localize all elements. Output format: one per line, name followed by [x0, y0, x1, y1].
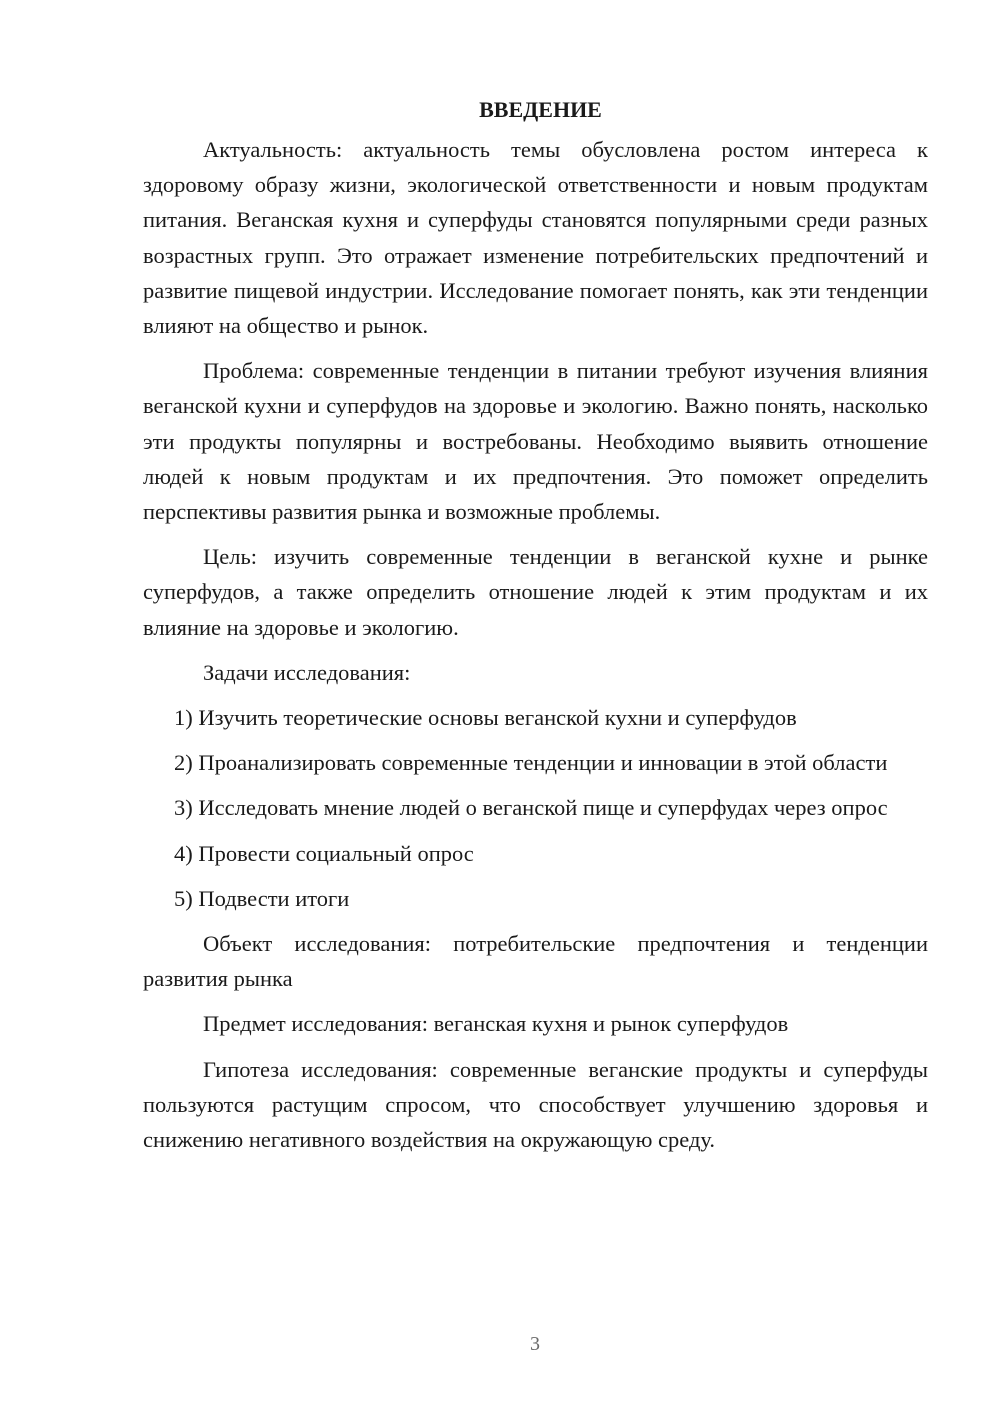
tasks-heading: Задачи исследования: [203, 659, 411, 685]
task-item-1: 1) Изучить теоретические основы веганской кухни и суперфудов [174, 705, 797, 731]
task-item-5: 5) Подвести итоги [174, 885, 350, 911]
goal-paragraph: Цель: изучить современные тенденции в веганской кухне и рынке суперфудов, а также определить отношение людей к этим продуктам и их влияние на здоровье и экологию. [143, 544, 928, 640]
page-number: 3 [530, 1333, 540, 1355]
document-page [143, 92, 928, 1157]
problem-paragraph: Проблема: современные тенденции в питании требуют изучения влияния веганской кухни и суперфудов на здоровье и экологию. Важно понять, насколько эти продукты популярны и востребованы. Необходимо выявить отношение людей к новым продуктам и их предпочтения. Это поможет определить перспективы развития рынка и возможные проблемы. [143, 358, 928, 525]
task-item-2: 2) Проанализировать современные тенденции и инновации в этой области [174, 750, 888, 776]
relevance-paragraph: Актуальность: актуальность темы обусловлена ростом интереса к здоровому образу жизни, экологической ответственности и новым продуктам питания. Веганская кухня и суперфуды становятся популярными среди разных возрастных групп. Это отражает изменение потребительских предпочтений и развитие пищевой индустрии. Исследование помогает понять, как эти тенденции влияют на общество и рынок. [143, 137, 928, 339]
task-item-3: 3) Исследовать мнение людей о веганской пище и суперфудах через опрос [174, 795, 888, 821]
task-item-4: 4) Провести социальный опрос [174, 840, 474, 866]
page-title: ВВЕДЕНИЕ [479, 97, 602, 122]
hypothesis-paragraph: Гипотеза исследования: современные веганские продукты и суперфуды пользуются растущим спросом, что способствует улучшению здоровья и снижению негативного воздействия на окружающую среду. [143, 1056, 928, 1153]
object-paragraph: Объект исследования: потребительские предпочтения и тенденции развития рынка [143, 931, 928, 992]
subject-paragraph: Предмет исследования: веганская кухня и рынок суперфудов [203, 1011, 789, 1037]
